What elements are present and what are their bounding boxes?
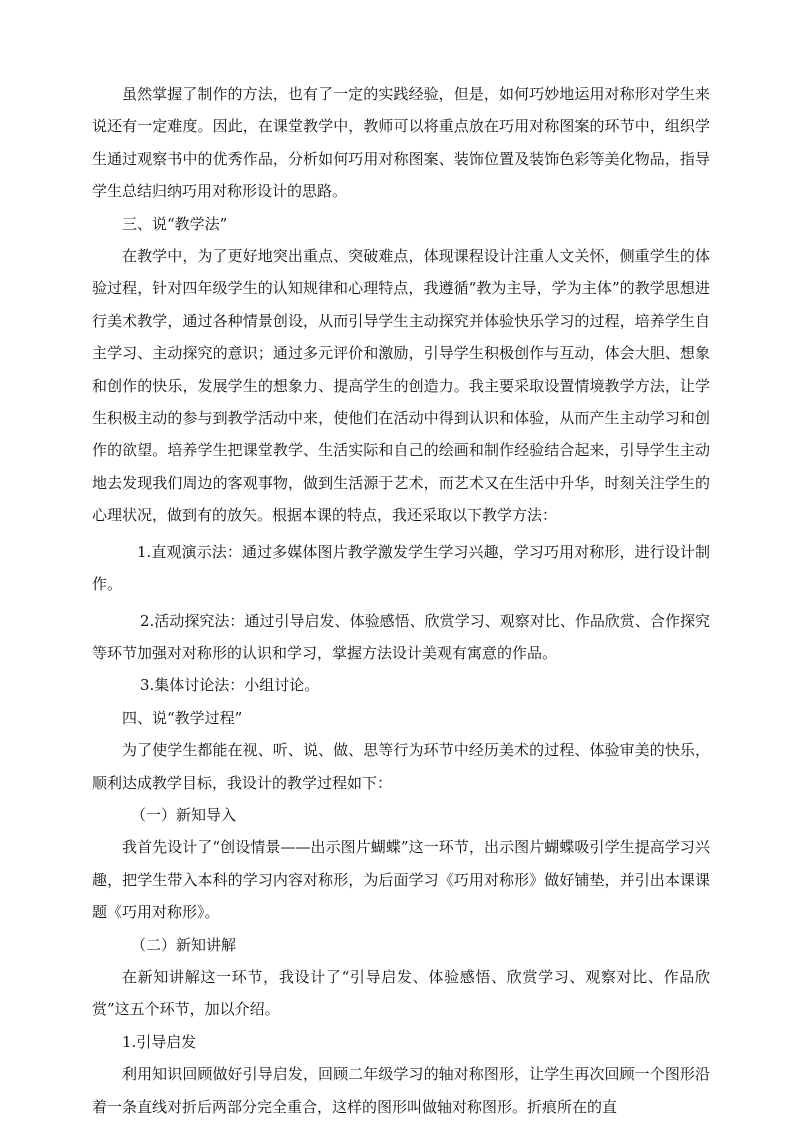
heading-teaching-method: 三、说“教学法” (122, 214, 228, 233)
subheading-guidance: 1.引导启发 (122, 1032, 197, 1051)
subheading-intro: （一）新知导入 (131, 805, 237, 824)
heading-teaching-process: 四、说“教学过程” (122, 708, 243, 727)
method-item-2: 2.活动探究法：通过引导启发、体验感悟、欣赏学习、观察对比、作品欣赏、合作探究等环节加强对对称形的认识和学习，掌握方法设计美观有寓意的作品。 (92, 611, 710, 662)
document-page (92, 78, 710, 1123)
paragraph-difficulty: 虽然掌握了制作的方法，也有了一定的实践经验，但是，如何巧妙地运用对称形对学生来说还有一定难度。因此，在课堂教学中，教师可以将重点放在巧用对称图案的环节中，组织学生通过观察书中的优秀作品，分析如何巧用对称图案、装饰位置及装饰色彩等美化物品，指导学生总结归纳巧用对称形设计的思路。 (92, 85, 710, 201)
paragraph-process-intro: 为了使学生都能在视、听、说、做、思等行为环节中经历美术的过程、体验审美的快乐，顺利达成教学目标，我设计的教学过程如下： (92, 741, 710, 792)
paragraph-intro: 我首先设计了“创设情景——出示图片蝴蝶”这一环节，出示图片蝴蝶吸引学生提高学习兴趣，把学生带入本科的学习内容对称形，为后面学习《巧用对称形》做好铺垫，并引出本课课题《巧用对称形》。 (92, 838, 710, 922)
method-item-3: 3.集体讨论法：小组讨论。 (140, 676, 320, 695)
paragraph-guidance: 利用知识回顾做好引导启发，回顾二年级学习的轴对称图形，让学生再次回顾一个图形沿着一条直线对折后两部分完全重合，这样的图形叫做轴对称图形。折痕所在的直 (92, 1065, 710, 1116)
paragraph-teaching-method: 在教学中，为了更好地突出重点、突破难点，体现课程设计注重人文关怀，侧重学生的体验过程，针对四年级学生的认知规律和心理特点，我遵循“教为主导，学为主体”的教学思想进行美术教学，通过各种情景创设，从而引导学生主动探究并体验快乐学习的过程，培养学生自主学习、主动探究的意识；通过多元评价和激励，引导学生积极创作与互动，体会大胆、想象和创作的快乐，发展学生的想象力、提高学生的创造力。我主要采取设置情境教学方法，让学生积极主动的参与到教学活动中来，使他们在活动中得到认识和体验，从而产生主动学习和创作的欲望。培养学生把课堂教学、生活实际和自己的绘画和制作经验结合起来，引导学生主动地去发现我们周边的客观事物，做到生活源于艺术，而艺术又在生活中升华，时刻关注学生的心理状况，做到有的放矢。根据本课的特点，我还采取以下教学方法： (92, 247, 710, 525)
method-item-1: 1.直观演示法：通过多媒体图片教学激发学生学习兴趣，学习巧用对称形，进行设计制作。 (92, 542, 710, 594)
subheading-explanation: （二）新知讲解 (131, 935, 237, 954)
paragraph-explanation: 在新知讲解这一环节，我设计了“引导启发、体验感悟、欣赏学习、观察对比、作品欣赏”这五个环节，加以介绍。 (92, 967, 710, 1019)
